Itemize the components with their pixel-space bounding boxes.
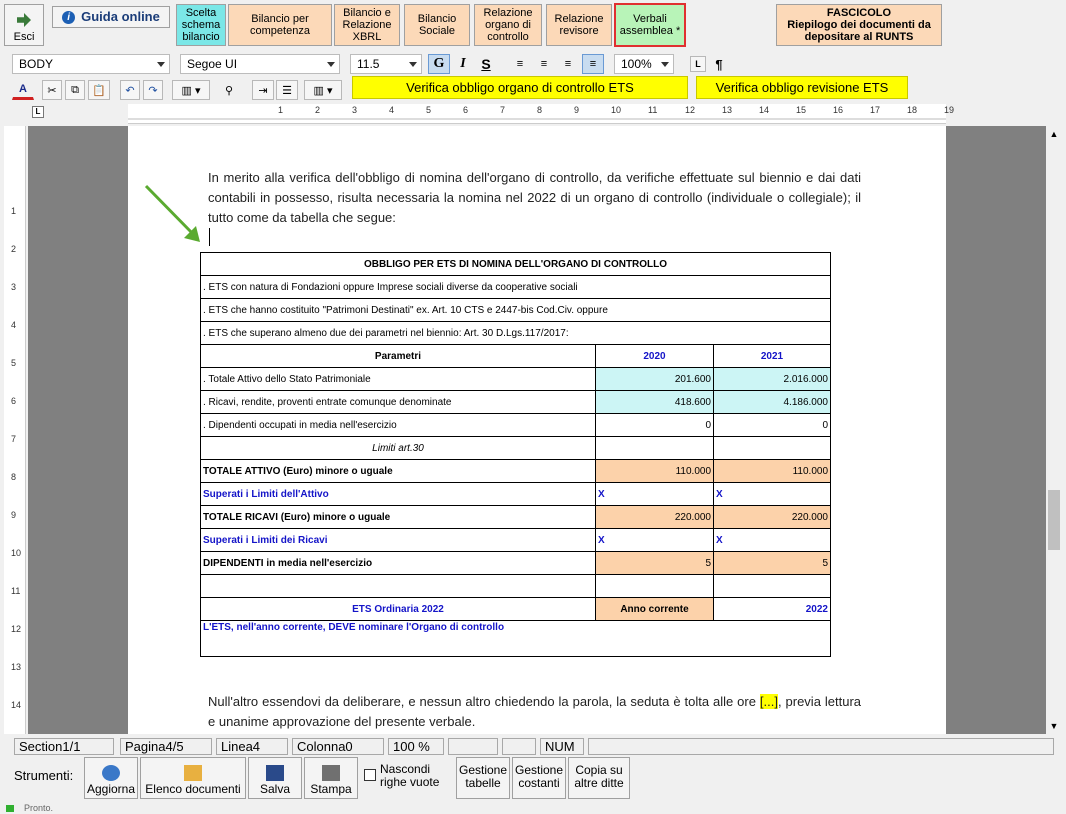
books-icon[interactable]: ▥ ▾ [304, 80, 342, 100]
frame-icon[interactable]: L [690, 56, 706, 72]
vertical-ruler-label: 3 [11, 282, 17, 292]
align-center-icon[interactable]: ≡ [540, 58, 548, 70]
arrow-icon [140, 180, 210, 250]
undo-icon[interactable]: ↶ [120, 80, 140, 100]
verifica-revisione-button[interactable]: Verifica obbligo revisione ETS [696, 76, 908, 99]
vertical-ruler-label: 10 [11, 548, 22, 558]
superati-ricavi-label: Superati i Limiti dei Ricavi [201, 529, 596, 552]
ruler-label: 9 [574, 105, 580, 115]
param-label: . Totale Attivo dello Stato Patrimoniale [201, 368, 596, 391]
horizontal-ruler[interactable] [128, 104, 955, 124]
totale-attivo-label: TOTALE ATTIVO (Euro) minore o uguale [201, 460, 596, 483]
ruler-label: 6 [463, 105, 469, 115]
x-mark: X [714, 483, 831, 506]
status-line: Linea4 [216, 738, 288, 755]
verbali-assemblea-button[interactable]: Verbali assemblea * [614, 3, 686, 47]
status-column: Colonna0 [292, 738, 384, 755]
guide-online-button[interactable]: i Guida online [52, 6, 170, 28]
redo-icon[interactable]: ↷ [143, 80, 163, 100]
chevron-down-icon [409, 62, 417, 67]
ruler-label: 11 [648, 105, 658, 115]
cut-icon[interactable]: ✂ [42, 80, 62, 100]
vertical-ruler-label: 12 [11, 624, 22, 634]
vertical-ruler-label: 7 [11, 434, 17, 444]
vertical-ruler-label: 11 [11, 586, 21, 596]
x-mark: X [714, 529, 831, 552]
scroll-thumb[interactable] [1048, 490, 1060, 550]
chevron-down-icon [157, 62, 165, 67]
table-row: . ETS che hanno costituito "Patrimoni Destinati" ex. Art. 10 CTS e 2447-bis Cod.Civ. oppure [201, 299, 831, 322]
strike-button[interactable]: S [481, 56, 491, 72]
folder-icon [184, 765, 202, 781]
ruler-label: 12 [685, 105, 696, 115]
ruler-label: 1 [278, 105, 284, 115]
ruler-label: 15 [796, 105, 807, 115]
gestione-costanti-button[interactable]: Gestione costanti [512, 757, 566, 799]
ready-indicator-icon [6, 805, 14, 812]
font-select[interactable]: Segoe UI [180, 54, 340, 74]
stampa-button[interactable]: Stampa [304, 757, 358, 799]
ruler-label: 7 [500, 105, 506, 115]
superati-attivo-label: Superati i Limiti dell'Attivo [201, 483, 596, 506]
year-header: 2021 [714, 345, 831, 368]
ruler-corner-icon[interactable]: L [32, 106, 44, 118]
ruler-label: 13 [722, 105, 733, 115]
ets-table [200, 252, 831, 657]
verifica-organo-button[interactable]: Verifica obbligo organo di controllo ETS [352, 76, 688, 99]
scelta-schema-button[interactable]: Scelta schema bilancio [176, 4, 226, 46]
ruler-label: 17 [870, 105, 881, 115]
bilancio-sociale-button[interactable]: Bilancio Sociale [404, 4, 470, 46]
status-zoom: 100 % [388, 738, 444, 755]
vertical-ruler[interactable] [4, 126, 26, 734]
print-icon [322, 765, 340, 781]
vertical-ruler-label: 4 [11, 320, 17, 330]
status-empty [448, 738, 498, 755]
exit-button[interactable]: Esci [4, 4, 44, 46]
ruler-label: 16 [833, 105, 844, 115]
vertical-ruler-label: 1 [11, 206, 17, 216]
nascondi-label: Nascondi righe vuote [380, 762, 440, 789]
value-cell[interactable]: 0 [596, 414, 714, 437]
table-row: . ETS con natura di Fondazioni oppure Imprese sociali diverse da cooperative sociali [201, 276, 831, 299]
aggiorna-button[interactable]: Aggiorna [84, 757, 138, 799]
limiti-label: Limiti art.30 [201, 437, 596, 460]
chevron-down-icon [327, 62, 335, 67]
pilcrow-icon[interactable]: ¶ [715, 56, 723, 72]
year-header: 2020 [596, 345, 714, 368]
salva-button[interactable]: Salva [248, 757, 302, 799]
vertical-scrollbar[interactable] [1046, 126, 1062, 734]
closing-paragraph: Null'altro essendovi da deliberare, e nessun altro chiedendo la parola, la seduta è tolta alle ore [...], previa lettura e unanime approvazione del presente verbale. [208, 694, 861, 729]
ruler-label: 18 [907, 105, 918, 115]
value-cell[interactable]: 0 [714, 414, 831, 437]
font-size-select[interactable]: 11.5 [350, 54, 422, 74]
find-icon[interactable]: ⚲ [224, 84, 234, 97]
vertical-ruler-label: 6 [11, 396, 17, 406]
status-num: NUM [540, 738, 584, 755]
ruler-label: 19 [944, 105, 955, 115]
refresh-icon [102, 765, 120, 781]
value-cell[interactable]: 418.600 [596, 391, 714, 414]
table-row: . ETS che superano almeno due dei parametri nel biennio: Art. 30 D.Lgs.117/2017: [201, 322, 831, 345]
elenco-documenti-button[interactable]: Elenco documenti [140, 757, 246, 799]
table-title: OBBLIGO PER ETS DI NOMINA DELL'ORGANO DI CONTROLLO [201, 253, 831, 276]
relazione-revisore-button[interactable]: Relazione revisore [546, 4, 612, 46]
status-empty [502, 738, 536, 755]
status-ready: Pronto. [24, 803, 54, 813]
value-cell[interactable]: 201.600 [596, 368, 714, 391]
x-mark: X [596, 529, 714, 552]
save-icon [266, 765, 284, 781]
align-right-icon[interactable]: ≡ [564, 58, 572, 70]
value-cell: 5 [596, 552, 714, 575]
status-empty [588, 738, 1054, 755]
ruler-label: 10 [611, 105, 622, 115]
value-cell: 220.000 [596, 506, 714, 529]
relazione-organo-button[interactable]: Relazione organo di controllo [474, 4, 542, 46]
vertical-ruler-label: 14 [11, 700, 22, 710]
vertical-ruler-label: 13 [11, 662, 22, 672]
indent-icon[interactable]: ⇥ [252, 80, 274, 100]
align-justify-icon[interactable]: ≡ [582, 54, 604, 74]
ruler-label: 3 [352, 105, 358, 115]
exit-icon [17, 13, 31, 27]
year-value: 2022 [714, 598, 831, 621]
table-icon[interactable]: ▥ ▾ [172, 80, 210, 100]
param-header: Parametri [201, 345, 596, 368]
strumenti-label: Strumenti: [14, 768, 74, 783]
vertical-ruler-label: 9 [11, 510, 17, 520]
bilancio-competenza-button[interactable]: Bilancio per competenza [228, 4, 332, 46]
vertical-ruler-label: 8 [11, 472, 17, 482]
fascicolo-button[interactable]: FASCICOLO Riepilogo dei documenti da depositare al RUNTS [776, 4, 942, 46]
value-cell: 220.000 [714, 506, 831, 529]
nascondi-checkbox[interactable] [364, 769, 376, 781]
intro-paragraph: In merito alla verifica dell'obbligo di nomina dell'organo di controllo, da verifiche effettuate sul biennio e dai dati contabili in possesso, risulta necessaria la nomina nel 2022 di un organo di controllo (individuale o collegiale); il tutto come da tabella che segue: [208, 170, 861, 225]
bold-button[interactable]: G [428, 54, 450, 74]
value-cell[interactable]: 4.186.000 [714, 391, 831, 414]
align-left-icon[interactable]: ≡ [516, 58, 524, 70]
list-icon[interactable]: ☰ [276, 80, 298, 100]
chevron-down-icon [661, 62, 669, 67]
zoom-select[interactable]: 100% [614, 54, 674, 74]
vertical-ruler-label: 5 [11, 358, 17, 368]
info-icon: i [62, 11, 75, 24]
dipendenti-label: DIPENDENTI in media nell'esercizio [201, 552, 596, 575]
param-label: . Ricavi, rendite, proventi entrate comunque denominate [201, 391, 596, 414]
style-select[interactable]: BODY [12, 54, 170, 74]
ets-ordinaria-label: ETS Ordinaria 2022 [201, 598, 596, 621]
bilancio-xbrl-button[interactable]: Bilancio e Relazione XBRL [334, 4, 400, 46]
paste-icon[interactable]: 📋 [88, 80, 110, 100]
result-text: L'ETS, nell'anno corrente, DEVE nominare l'Organo di controllo [201, 621, 831, 657]
scroll-up-icon[interactable]: ▲ [1049, 129, 1059, 139]
ruler-label: 8 [537, 105, 543, 115]
value-cell[interactable]: 2.016.000 [714, 368, 831, 391]
totale-ricavi-label: TOTALE RICAVI (Euro) minore o uguale [201, 506, 596, 529]
value-cell: 110.000 [714, 460, 831, 483]
scroll-down-icon[interactable]: ▼ [1049, 721, 1059, 731]
param-label: . Dipendenti occupati in media nell'esercizio [201, 414, 596, 437]
gestione-tabelle-button[interactable]: Gestione tabelle [456, 757, 510, 799]
italic-button[interactable]: I [460, 56, 466, 71]
vertical-ruler-label: 2 [11, 244, 17, 254]
ruler-label: 2 [315, 105, 321, 115]
font-color-icon[interactable]: A [12, 80, 34, 100]
copia-ditte-button[interactable]: Copia su altre ditte [568, 757, 630, 799]
copy-icon[interactable]: ⧉ [65, 80, 85, 100]
text-cursor [209, 228, 210, 246]
status-section: Section1/1 [14, 738, 114, 755]
status-page: Pagina4/5 [120, 738, 212, 755]
ruler-label: 4 [389, 105, 395, 115]
ruler-label: 14 [759, 105, 770, 115]
anno-corrente-label: Anno corrente [596, 598, 714, 621]
ruler-label: 5 [426, 105, 432, 115]
x-mark: X [596, 483, 714, 506]
value-cell: 5 [714, 552, 831, 575]
value-cell: 110.000 [596, 460, 714, 483]
time-placeholder[interactable]: [...] [759, 694, 778, 709]
